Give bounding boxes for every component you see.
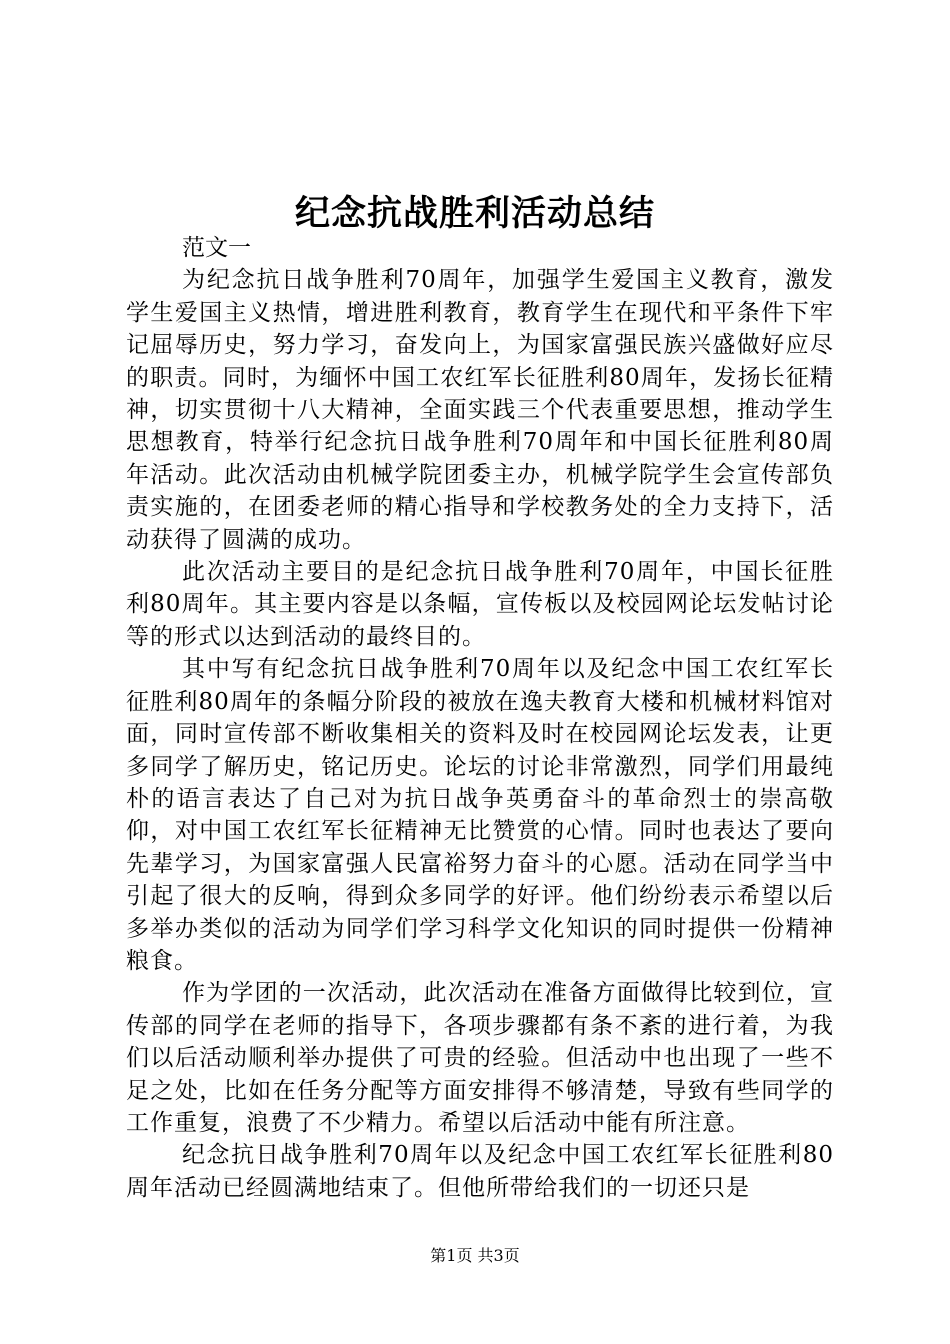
document-body (126, 232, 834, 1204)
paragraph-1: 为纪念抗日战争胜利70周年，加强学生爱国主义教育，激发学生爱国主义热情，增进胜利教育，教育学生在现代和平条件下牢记屈辱历史，努力学习，奋发向上，为国家富强民族兴盛做好应尽的职责。同时，为缅怀中国工农红军长征胜利80周年，发扬长征精神，切实贯彻十八大精神，全面实践三个代表重要思想，推动学生思想教育，特举行纪念抗日战争胜利70周年和中国长征胜利80周年活动。此次活动由机械学院团委主办，机械学院学生会宣传部负责实施的，在团委老师的精心指导和学校教务处的全力支持下，活动获得了圆满的成功。 (126, 267, 834, 553)
section-label: 范文一 (182, 235, 251, 261)
paragraph-5: 纪念抗日战争胜利70周年以及纪念中国工农红军长征胜利80周年活动已经圆满地结束了。但他所带给我们的一切还只是 (126, 1142, 834, 1201)
page-number-footer: 第1页 共3页 (430, 1246, 520, 1265)
paragraph-2: 此次活动主要目的是纪念抗日战争胜利70周年，中国长征胜利80周年。其主要内容是以条幅，宣传板以及校园网论坛发帖讨论等的形式以达到活动的最终目的。 (126, 559, 834, 650)
paragraph-4: 作为学团的一次活动，此次活动在准备方面做得比较到位，宣传部的同学在老师的指导下，各项步骤都有条不紊的进行着，为我们以后活动顺利举办提供了可贵的经验。但活动中也出现了一些不足之处，比如在任务分配等方面安排得不够清楚，导致有些同学的工作重复，浪费了不少精力。希望以后活动中能有所注意。 (126, 980, 834, 1136)
document-title: 纪念抗战胜利活动总结 (294, 193, 655, 234)
paragraph-3: 其中写有纪念抗日战争胜利70周年以及纪念中国工农红军长征胜利80周年的条幅分阶段的被放在逸夫教育大楼和机械材料馆对面，同时宣传部不断收集相关的资料及时在校园网论坛发表，让更多同学了解历史，铭记历史。论坛的讨论非常激烈，同学们用最纯朴的语言表达了自己对为抗日战争英勇奋斗的革命烈士的崇高敬仰，对中国工农红军长征精神无比赞赏的心情。同时也表达了要向先辈学习，为国家富强人民富裕努力奋斗的心愿。活动在同学当中引起了很大的反响，得到众多同学的好评。他们纷纷表示希望以后多举办类似的活动为同学们学习科学文化知识的同时提供一份精神粮食。 (126, 656, 834, 974)
